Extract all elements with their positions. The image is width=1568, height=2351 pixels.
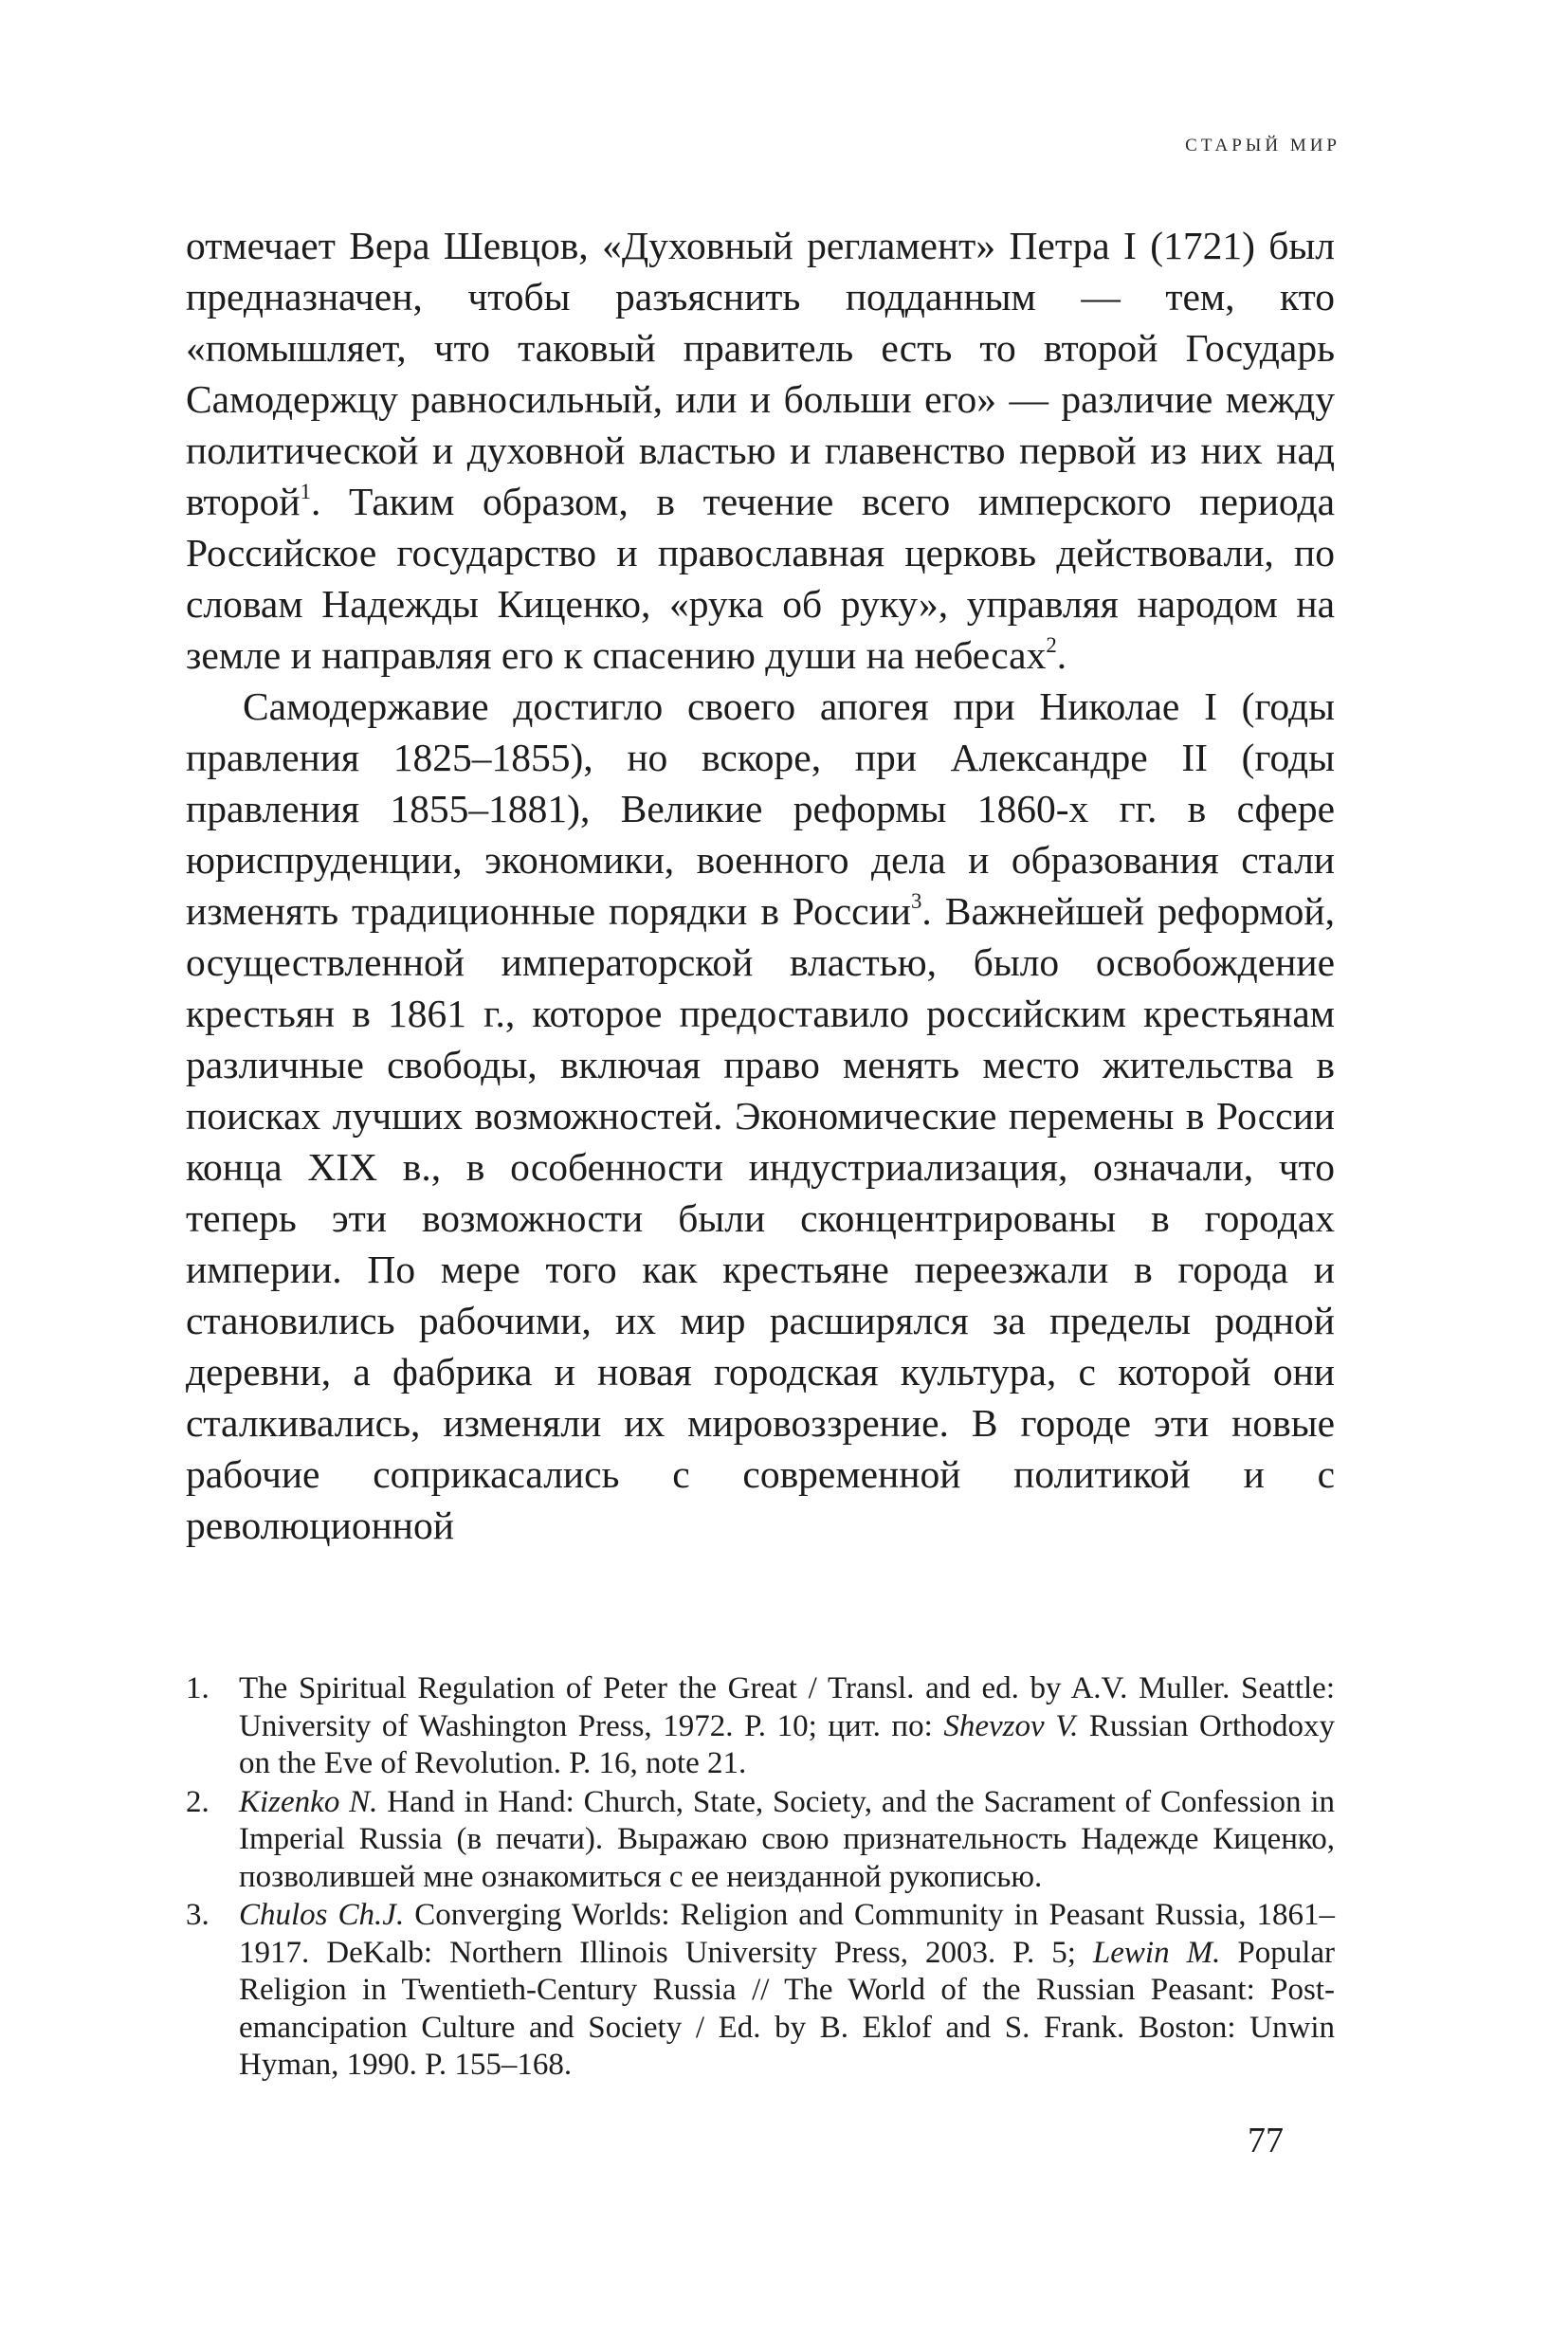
main-text (186, 220, 1335, 1551)
footnotes (186, 1670, 1335, 2086)
footnote-number: 2. (186, 1784, 210, 1819)
footnote-text (239, 1784, 1335, 1897)
footnote-text (239, 1897, 1335, 2085)
text-run: . Таким образом, в течение всего имперского периода Российское государство и православная церковь действовали, по словам Надежды Киценко, «рука об руку», управляя народом на земле и направляя его к спасению души на небесах (186, 480, 1335, 677)
text-run: The Spiritual Regulation of Peter the Great / Transl. and ed. by A.V. Muller. Seattle: University of Washington Press, 1972. P. 10; цит. по: (239, 1671, 1335, 1743)
text-run: Popular Religion in Twentieth-Century Russia // The World of the Russian Peasant: Post-emancipation Culture and Society / Ed. by B. Eklof and S. Frank. Boston: Unwin Hyman, 1990. P. 155–168. (239, 1935, 1335, 2082)
footnote-ref[interactable]: 1 (300, 479, 312, 503)
text-run: отмечает Вера Шевцов, «Духовный регламент» Петра I (1721) был предназначен, чтобы разъяснить подданным — тем, кто «помышляет, что таковый правитель есть то второй Государь Самодержцу равносильный, или и больши его» — различие между политической и духовной властью и главенство первой из них над второй (186, 224, 1335, 523)
text-run: Converging Worlds: Religion and Community in Peasant Russia, 1861–1917. DeKalb: Northern Illinois University Press, 2003. P. 5; (239, 1898, 1335, 1970)
paragraph (186, 681, 1335, 1551)
footnote-number: 3. (186, 1898, 210, 1932)
text-run: . Важнейшей реформой, осуществленной императорской властью, было освобождение крестьян в 1861 г., которое предоставило российским крестьянам различные свободы, включая право менять место жительства в поисках лучших возможностей. Экономические перемены в России конца XIX в., в особенности индустриализация, означали, что теперь эти возможности были сконцентрированы в городах империи. По мере того как крестьяне переезжали в города и становились рабочими, их мир расширялся за пределы родной деревни, а фабрика и новая городская культура, с которой они сталкивались, изменяли их мировоззрение. В городе эти новые рабочие соприкасались с современной политикой и с революционной (186, 889, 1336, 1547)
footnote (186, 1897, 1335, 2085)
footnote (186, 1784, 1335, 1897)
text-run: Самодержавие достигло своего апогея при Николае I (годы правления 1825–1855), но вскоре, при Александре II (годы правления 1855–1881), Великие реформы 1860-х гг. в сфере юриспруденции, экономики, военного дела и образования стали изменять традиционные порядки в России (186, 684, 1335, 933)
author-name: Chulos Ch.J. (239, 1898, 405, 1932)
footnote (186, 1670, 1335, 1783)
footnote-number: 1. (186, 1671, 210, 1705)
footnote-text (239, 1670, 1335, 1783)
running-head: СТАРЫЙ МИР (1185, 136, 1340, 155)
author-name: Lewin M. (1092, 1935, 1221, 1970)
author-name: Shevzov V. (943, 1708, 1079, 1743)
text-run: . (1056, 633, 1067, 677)
text-run: Russian Orthodoxy on the Eve of Revolution. P. 16, note 21. (239, 1708, 1336, 1780)
footnote-ref[interactable]: 3 (911, 888, 922, 913)
page-number: 77 (1248, 2121, 1284, 2160)
footnote-ref[interactable]: 2 (1046, 632, 1057, 657)
text-run: Hand in Hand: Church, State, Society, and the Sacrament of Confession in Imperial Russia (в печати). Выражаю свою признательность Надежде Киценко, позволившей мне ознакомиться с ее неизданной рукописью. (239, 1784, 1336, 1894)
paragraph (186, 220, 1335, 681)
author-name: Kizenko N. (239, 1784, 378, 1819)
